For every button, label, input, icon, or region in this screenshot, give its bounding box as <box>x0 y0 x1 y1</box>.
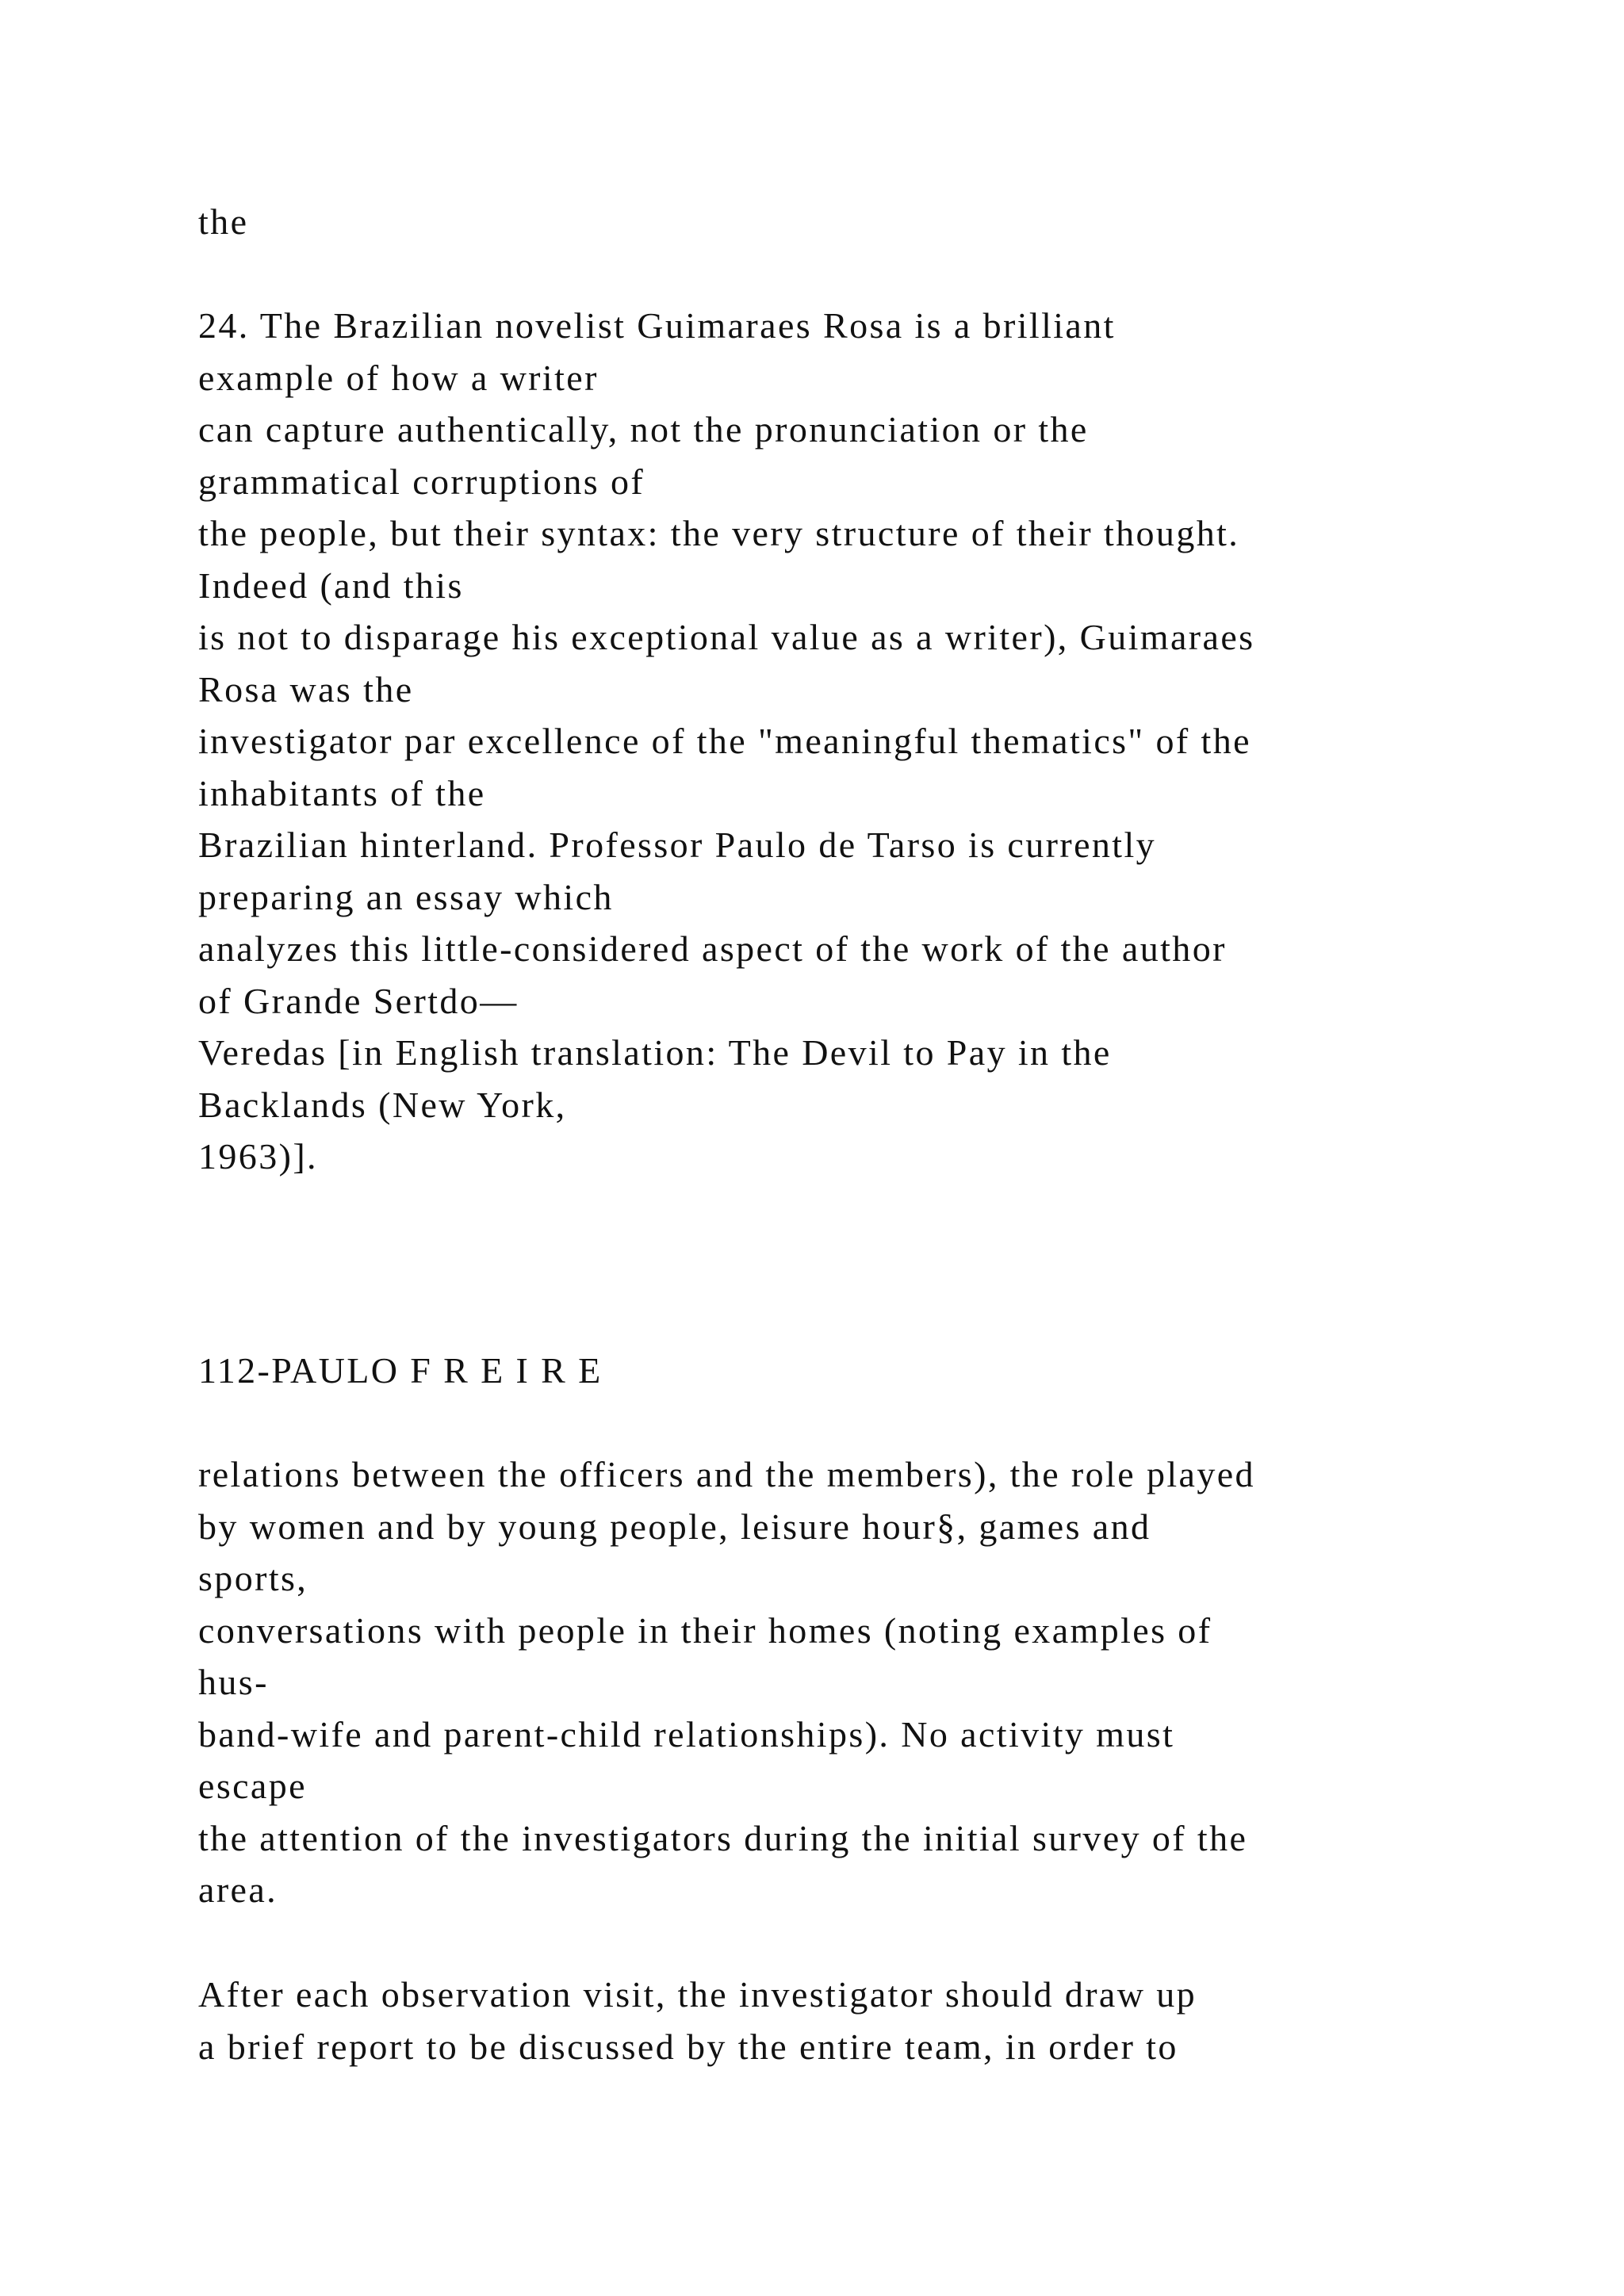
footnote-line: the people, but their syntax: the very structure of their thought. <box>198 513 1240 553</box>
footnote-line: preparing an essay which <box>198 876 614 917</box>
footnote-line: of Grande Sertdo— <box>198 980 519 1021</box>
footnote-line: investigator par excellence of the "meaningful thematics" of the <box>198 721 1251 761</box>
footnote-24 <box>198 300 1507 1183</box>
footnote-line: grammatical corruptions of <box>198 461 645 502</box>
paragraph-line: area. <box>198 1869 278 1910</box>
paragraph-line: escape <box>198 1766 307 1806</box>
top-fragment <box>198 196 1507 248</box>
paragraph-line: the attention of the investigators during the initial survey of the <box>198 1817 1248 1858</box>
footnote-line: Backlands (New York, <box>198 1084 567 1125</box>
paragraph-line: by women and by young people, leisure hour§, games and <box>198 1506 1151 1547</box>
text-line: the <box>198 201 249 242</box>
paragraph-line: band-wife and parent-child relationships). No activity must <box>198 1713 1175 1755</box>
footnote-line: Indeed (and this <box>198 564 464 606</box>
paragraph-2 <box>198 1969 1507 2072</box>
running-header <box>198 1345 1507 1397</box>
footnote-line: 24. The Brazilian novelist Guimaraes Rosa is a brilliant <box>198 305 1116 346</box>
footnote-line: can capture authentically, not the pronunciation or the <box>198 409 1089 450</box>
paragraph-line: sports, <box>198 1558 308 1598</box>
footnote-line: example of how a writer <box>198 357 599 398</box>
footnote-line: Veredas [in English translation: The Devil to Pay in the <box>198 1032 1112 1073</box>
paragraph-1 <box>198 1448 1507 1916</box>
running-header-text: 112-PAULO F R E I R E <box>198 1350 603 1391</box>
footnote-line: Rosa was the <box>198 668 414 710</box>
footnote-line: is not to disparage his exceptional value as a writer), Guimaraes <box>198 617 1255 657</box>
paragraph-line: a brief report to be discussed by the entire team, in order to <box>198 2026 1178 2067</box>
paragraph-line: relations between the officers and the members), the role played <box>198 1454 1255 1494</box>
footnote-line: inhabitants of the <box>198 772 486 813</box>
footnote-line: Brazilian hinterland. Professor Paulo de Tarso is currently <box>198 825 1157 865</box>
paragraph-line: hus- <box>198 1662 269 1702</box>
paragraph-line: conversations with people in their homes (noting examples of <box>198 1609 1212 1651</box>
footnote-line: 1963)]. <box>198 1136 318 1177</box>
footnote-line: analyzes this little-considered aspect of the work of the author <box>198 928 1227 969</box>
paragraph-line: After each observation visit, the investigator should draw up <box>198 1974 1197 2015</box>
